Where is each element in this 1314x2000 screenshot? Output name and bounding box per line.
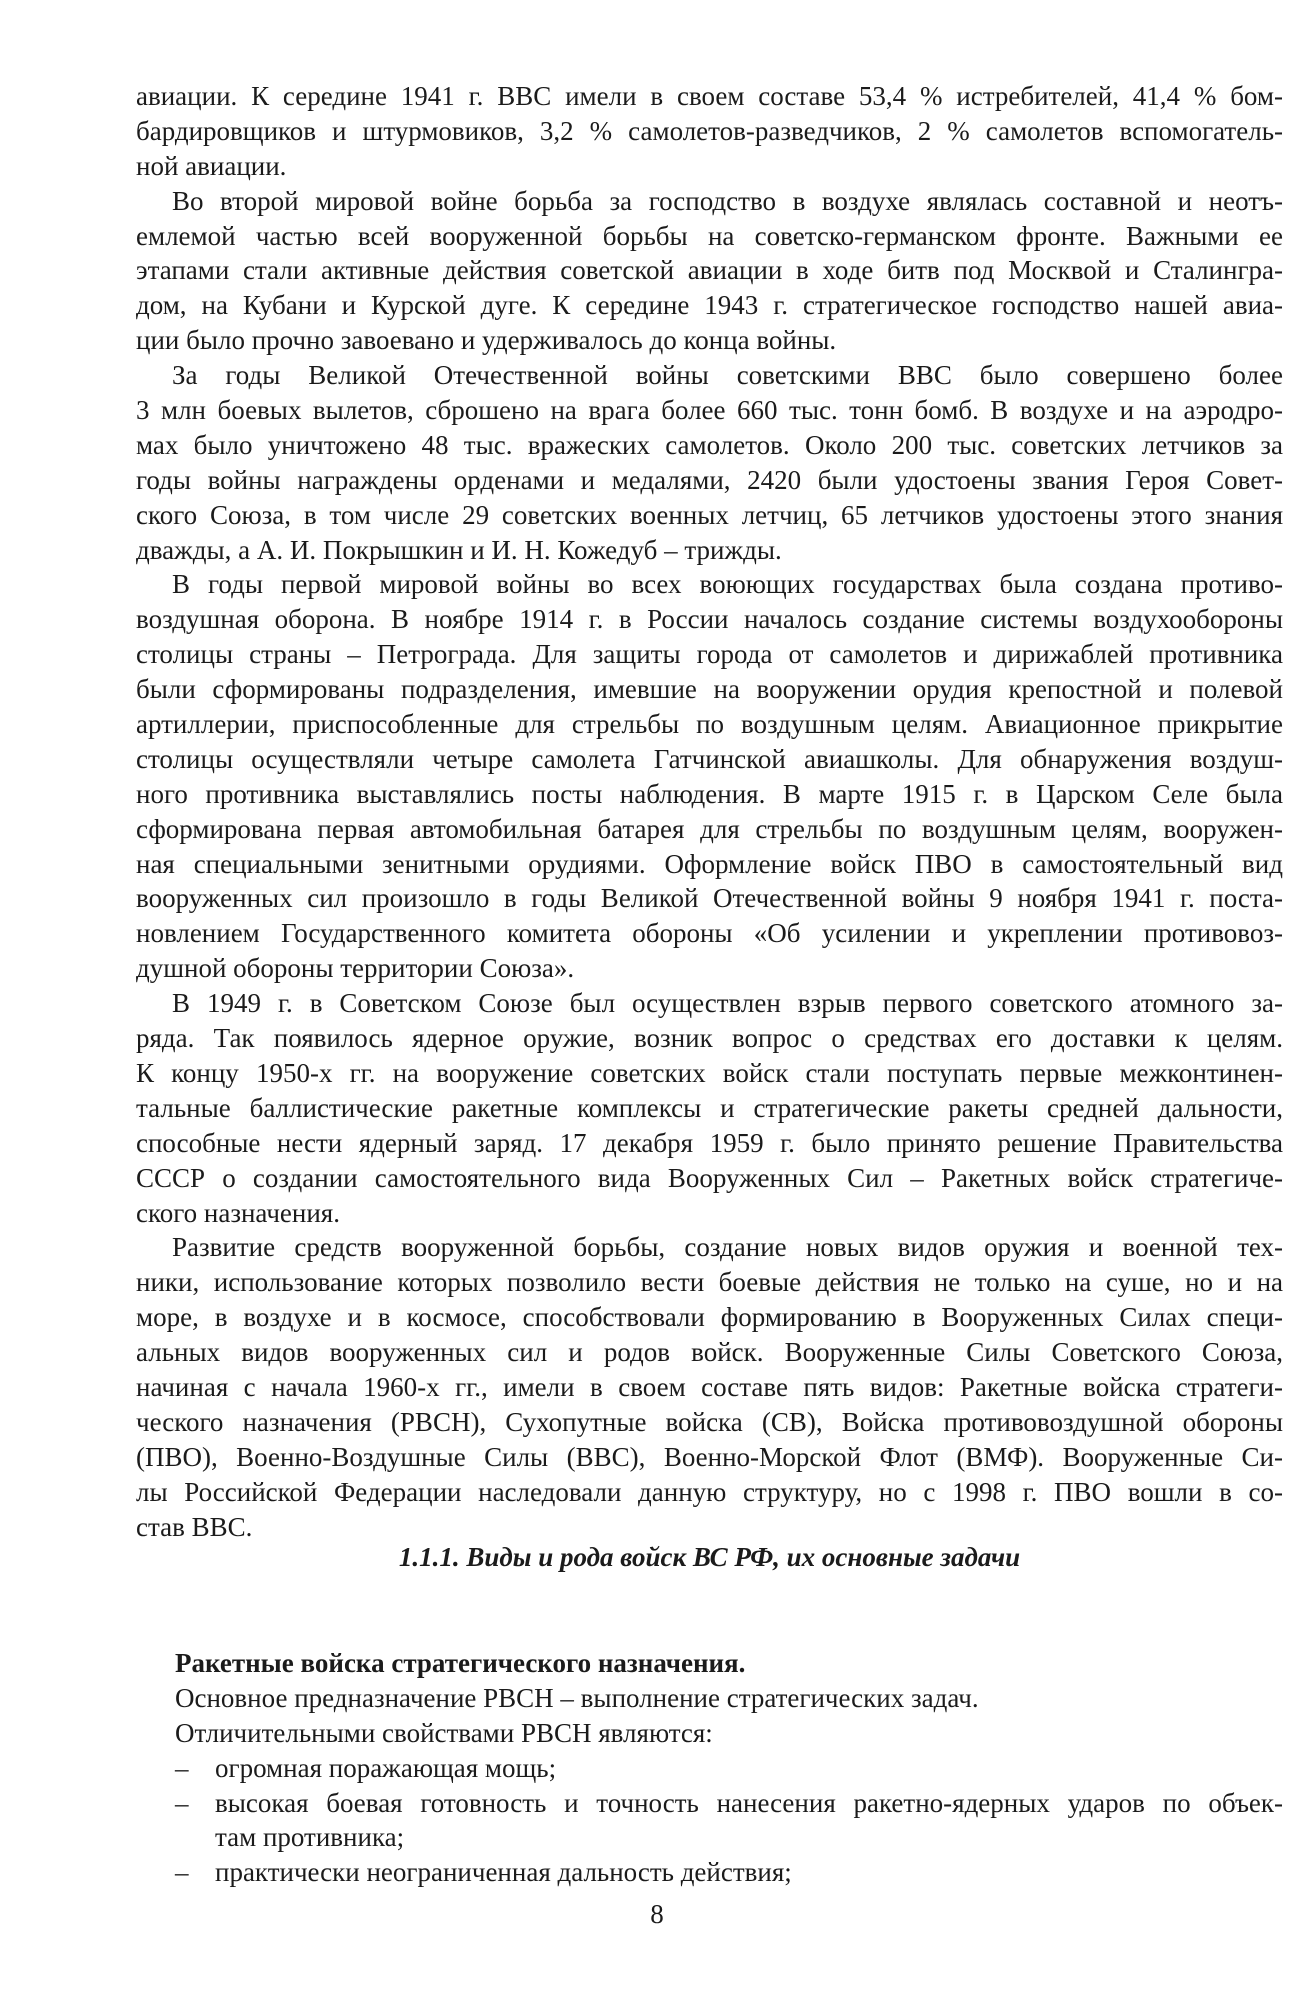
text-line: душной обороны территории Союза». xyxy=(136,953,575,984)
bullet-dash: – xyxy=(175,1752,189,1783)
rvsn-section xyxy=(175,1646,1283,1890)
text-line: лы Российской Федерации наследовали данную структуру, но с 1998 г. ПВО вошли в со- xyxy=(136,1476,1283,1507)
bullet-dash: – xyxy=(175,1787,189,1818)
text-line: дом, на Кубани и Курской дуге. К середине 1943 г. стратегическое господство нашей авиа- xyxy=(136,290,1283,321)
text-line: В 1949 г. в Советском Союзе был осуществлен взрыв первого советского атомного за- xyxy=(172,988,1283,1019)
text-line: вооруженных сил произошло в годы Великой Отечественной войны 9 ноября 1941 г. поста- xyxy=(136,883,1283,914)
paragraph xyxy=(136,1230,1283,1544)
text-line: ского Союза, в том числе 29 советских военных летчиц, 65 летчиков удостоены этого знания xyxy=(136,499,1283,530)
text-line: ческого назначения (РВСН), Сухопутные войска (СВ), Войска противовоздушной обороны xyxy=(136,1406,1283,1437)
text-line: бардировщиков и штурмовиков, 3,2 % самолетов-разведчиков, 2 % самолетов вспомогатель- xyxy=(136,115,1283,146)
text-line: способные нести ядерный заряд. 17 декабря 1959 г. было принято решение Правительства xyxy=(136,1127,1283,1158)
paragraph xyxy=(136,184,1283,358)
text-line: К концу 1950-х гг. на вооружение советских войск стали поступать первые межконтинен- xyxy=(136,1057,1283,1088)
list-item xyxy=(175,1855,1283,1890)
text-line: практически неограниченная дальность действия; xyxy=(215,1857,792,1888)
list-item-text xyxy=(215,1751,1283,1786)
rvsn-title: Ракетные войска стратегического назначения. xyxy=(175,1648,746,1678)
paragraph xyxy=(136,358,1283,567)
text-line: начиная с начала 1960-х гг., имели в своем составе пять видов: Ракетные войска стратеги- xyxy=(136,1371,1283,1402)
text-line: ная специальными зенитными орудиями. Оформление войск ПВО в самостоятельный вид xyxy=(136,848,1283,879)
page-number: 8 xyxy=(650,1899,664,1929)
text-line: СССР о создании самостоятельного вида Вооруженных Сил – Ракетных войск стратегиче- xyxy=(136,1162,1283,1193)
text-line: ники, использование которых позволило вести боевые действия не только на суше, но и на xyxy=(136,1267,1283,1298)
text-line: воздушная оборона. В ноябре 1914 г. в России началось создание системы воздухообороны xyxy=(136,604,1283,635)
text-line: (ПВО), Военно-Воздушные Силы (ВВС), Военно-Морской Флот (ВМФ). Вооруженные Си- xyxy=(136,1441,1283,1472)
list-item-text xyxy=(215,1855,1283,1890)
text-line: сформирована первая автомобильная батарея для стрельбы по воздушным целям, вооружен- xyxy=(136,813,1283,844)
text-line: Развитие средств вооруженной борьбы, создание новых видов оружия и военной тех- xyxy=(172,1232,1283,1263)
text-line: 3 млн боевых вылетов, сброшено на врага более 660 тыс. тонн бомб. В воздухе и на аэродро- xyxy=(136,395,1283,426)
list-item-text xyxy=(215,1786,1283,1856)
text-line: столицы страны – Петрограда. Для защиты города от самолетов и дирижаблей противника xyxy=(136,639,1283,670)
text-line: В годы первой мировой войны во всех воюющих государствах была создана противо- xyxy=(172,569,1283,600)
text-line: За годы Великой Отечественной войны советскими ВВС было совершено более xyxy=(172,360,1283,391)
text-line: там противника; xyxy=(215,1822,405,1853)
text-line: ского назначения. xyxy=(136,1197,340,1228)
text-line: дважды, а А. И. Покрышкин и И. Н. Кожедуб – трижды. xyxy=(136,534,782,565)
text-line: мах было уничтожено 48 тыс. вражеских самолетов. Около 200 тыс. советских летчиков за xyxy=(136,429,1283,460)
text-line: годы войны награждены орденами и медалями, 2420 были удостоены звания Героя Совет- xyxy=(136,464,1283,495)
list-item xyxy=(175,1751,1283,1786)
text-line: были сформированы подразделения, имевшие на вооружении орудия крепостной и полевой xyxy=(136,674,1283,705)
bullet-dash: – xyxy=(175,1857,189,1888)
text-line: артиллерии, приспособленные для стрельбы по воздушным целям. Авиационное прикрытие xyxy=(136,709,1283,740)
text-line: ряда. Так появилось ядерное оружие, возник вопрос о средствах его доставки к целям. xyxy=(136,1023,1283,1054)
text-line: авиации. К середине 1941 г. ВВС имели в своем составе 53,4 % истребителей, 41,4 % бом- xyxy=(136,81,1283,111)
body-text xyxy=(136,79,1283,1544)
text-line: огромная поражающая мощь; xyxy=(215,1752,557,1783)
text-line: тальные баллистические ракетные комплексы и стратегические ракеты средней дальности, xyxy=(136,1092,1283,1123)
text-line: став ВВС. xyxy=(136,1511,253,1542)
text-line: ции было прочно завоевано и удерживалось до конца войны. xyxy=(136,325,837,356)
rvsn-properties-list xyxy=(175,1751,1283,1891)
rvsn-purpose: Основное предназначение РВСН – выполнение стратегических задач. xyxy=(175,1682,979,1713)
list-item xyxy=(175,1786,1283,1856)
section-heading: 1.1.1. Виды и рода войск ВС РФ, их основные задачи xyxy=(398,1542,1021,1572)
text-line: ной авиации. xyxy=(136,150,287,181)
text-line: столицы осуществляли четыре самолета Гатчинской авиашколы. Для обнаружения воздуш- xyxy=(136,743,1283,774)
text-line: высокая боевая готовность и точность нанесения ракетно-ядерных ударов по объек- xyxy=(215,1787,1283,1818)
text-line: Во второй мировой войне борьба за господство в воздухе являлась составной и неотъ- xyxy=(172,185,1283,216)
paragraph xyxy=(136,567,1283,986)
paragraph xyxy=(136,79,1283,184)
text-line: море, в воздухе и в космосе, способствовали формированию в Вооруженных Силах специ- xyxy=(136,1302,1283,1333)
text-line: этапами стали активные действия советской авиации в ходе битв под Москвой и Сталингра- xyxy=(136,255,1283,286)
text-line: ного противника выставлялись посты наблюдения. В марте 1915 г. в Царском Селе была xyxy=(136,778,1283,809)
paragraph xyxy=(136,986,1283,1230)
rvsn-properties-intro: Отличительными свойствами РВСН являются: xyxy=(175,1717,713,1748)
text-line: альных видов вооруженных сил и родов войск. Вооруженные Силы Советского Союза, xyxy=(136,1337,1283,1368)
text-line: новлением Государственного комитета обороны «Об усилении и укреплении противовоз- xyxy=(136,918,1283,949)
text-line: емлемой частью всей вооруженной борьбы на советско-германском фронте. Важными ее xyxy=(136,220,1283,251)
